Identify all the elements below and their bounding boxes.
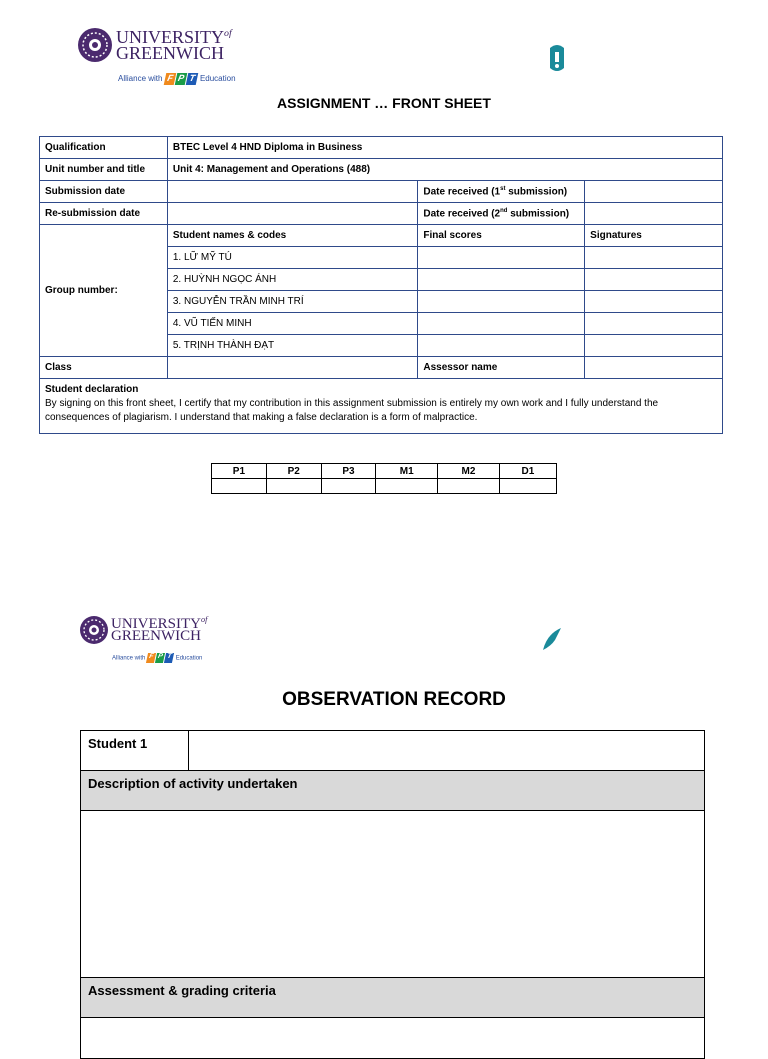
grade-cell[interactable] bbox=[321, 479, 376, 494]
grade-p3: P3 bbox=[321, 464, 376, 479]
date-received-1-label: Date received (1st submission) bbox=[418, 181, 585, 203]
declaration-title: Student declaration bbox=[45, 384, 139, 395]
assessor-value[interactable] bbox=[585, 357, 723, 379]
observation-title: OBSERVATION RECORD bbox=[282, 689, 506, 710]
table-row bbox=[81, 811, 705, 978]
alliance-line bbox=[112, 653, 202, 663]
assessor-label: Assessor name bbox=[418, 357, 585, 379]
student-1-label: Student 1 bbox=[81, 731, 189, 771]
class-value[interactable] bbox=[167, 357, 418, 379]
grade-d1: D1 bbox=[499, 464, 556, 479]
group-number-label: Group number: bbox=[40, 225, 168, 357]
university-logo-top bbox=[78, 28, 238, 86]
grade-cell[interactable] bbox=[266, 479, 321, 494]
table-row bbox=[81, 978, 705, 1018]
table-row bbox=[40, 357, 723, 379]
table-row bbox=[40, 159, 723, 181]
fpt-logo-icon: F P T bbox=[165, 73, 198, 85]
description-area[interactable] bbox=[81, 811, 705, 978]
alliance-text: Alliance with bbox=[112, 655, 146, 662]
university-name-line1: UNIVERSITY bbox=[111, 616, 201, 632]
table-row bbox=[40, 225, 723, 247]
student-score[interactable] bbox=[418, 313, 585, 335]
signatures-header: Signatures bbox=[585, 225, 723, 247]
grade-cell[interactable] bbox=[376, 479, 438, 494]
student-name: 2. HUỲNH NGỌC ÁNH bbox=[167, 269, 418, 291]
student-score[interactable] bbox=[418, 269, 585, 291]
submission-date-value[interactable] bbox=[167, 181, 418, 203]
student-1-value[interactable] bbox=[189, 731, 705, 771]
university-name-line2: GREENWICH bbox=[116, 43, 224, 63]
criteria-label: Assessment & grading criteria bbox=[81, 978, 705, 1018]
qualification-value: BTEC Level 4 HND Diploma in Business bbox=[167, 137, 722, 159]
table-row bbox=[40, 379, 723, 434]
education-text: Education bbox=[199, 74, 236, 84]
alliance-text: Alliance with bbox=[118, 74, 163, 84]
grade-cell[interactable] bbox=[438, 479, 500, 494]
students-header: Student names & codes bbox=[167, 225, 418, 247]
grade-m1: M1 bbox=[376, 464, 438, 479]
grades-header-row bbox=[212, 464, 557, 479]
front-sheet-table bbox=[39, 136, 723, 434]
date-received-1-value[interactable] bbox=[585, 181, 723, 203]
student-signature[interactable] bbox=[585, 247, 723, 269]
unit-value: Unit 4: Management and Operations (488) bbox=[167, 159, 722, 181]
student-name: 1. LỮ MỸ TÚ bbox=[167, 247, 418, 269]
university-seal-icon bbox=[78, 28, 112, 62]
table-row bbox=[40, 137, 723, 159]
table-row bbox=[81, 771, 705, 811]
university-seal-icon bbox=[80, 616, 108, 644]
education-text: Education bbox=[175, 655, 203, 662]
student-name: 3. NGUYỄN TRẦN MINH TRÍ bbox=[167, 291, 418, 313]
qualification-label: Qualification bbox=[40, 137, 168, 159]
student-signature[interactable] bbox=[585, 335, 723, 357]
date-received-2-value[interactable] bbox=[585, 203, 723, 225]
grade-cell[interactable] bbox=[212, 479, 267, 494]
table-row bbox=[81, 731, 705, 771]
grades-table bbox=[211, 463, 557, 494]
resubmission-date-label: Re-submission date bbox=[40, 203, 168, 225]
student-name: 4. VŨ TIẾN MINH bbox=[167, 313, 418, 335]
alliance-line bbox=[118, 73, 236, 85]
table-row bbox=[40, 203, 723, 225]
university-name-line1: UNIVERSITY bbox=[116, 27, 224, 47]
student-declaration bbox=[40, 379, 723, 434]
student-name: 5. TRỊNH THÀNH ĐẠT bbox=[167, 335, 418, 357]
university-logo-bottom bbox=[80, 616, 215, 668]
university-of: of bbox=[224, 28, 232, 39]
observation-table bbox=[80, 730, 705, 1059]
scores-header: Final scores bbox=[418, 225, 585, 247]
fpt-logo-icon: F P T bbox=[147, 653, 174, 663]
grade-m2: M2 bbox=[438, 464, 500, 479]
student-signature[interactable] bbox=[585, 269, 723, 291]
date-received-2-label: Date received (2nd submission) bbox=[418, 203, 585, 225]
university-of: of bbox=[201, 615, 208, 624]
university-name-line2: GREENWICH bbox=[111, 628, 201, 644]
teal-brand-icon bbox=[541, 626, 563, 652]
class-label: Class bbox=[40, 357, 168, 379]
student-score[interactable] bbox=[418, 335, 585, 357]
student-signature[interactable] bbox=[585, 291, 723, 313]
grade-p1: P1 bbox=[212, 464, 267, 479]
student-signature[interactable] bbox=[585, 313, 723, 335]
front-sheet-title: ASSIGNMENT … FRONT SHEET bbox=[277, 95, 491, 111]
grades-value-row bbox=[212, 479, 557, 494]
declaration-text: By signing on this front sheet, I certify that my contribution in this assignment submission is entirely my own work and I fully understand the consequences of plagiarism. I understand that making a false declaration is a form of malpractice. bbox=[45, 398, 659, 423]
submission-date-label: Submission date bbox=[40, 181, 168, 203]
unit-label: Unit number and title bbox=[40, 159, 168, 181]
teal-brand-icon bbox=[546, 42, 568, 74]
resubmission-date-value[interactable] bbox=[167, 203, 418, 225]
grade-p2: P2 bbox=[266, 464, 321, 479]
student-score[interactable] bbox=[418, 291, 585, 313]
grade-cell[interactable] bbox=[499, 479, 556, 494]
table-row bbox=[40, 181, 723, 203]
description-label: Description of activity undertaken bbox=[81, 771, 705, 811]
student-score[interactable] bbox=[418, 247, 585, 269]
